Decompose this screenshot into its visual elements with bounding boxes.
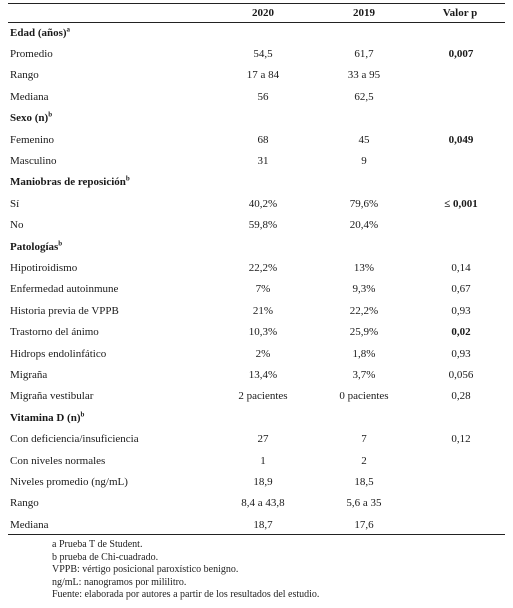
- value-2019: [313, 22, 415, 43]
- table-row: [8, 343, 505, 364]
- section-title: [8, 236, 213, 257]
- label-text: Con niveles normales: [10, 454, 106, 467]
- table-row: [8, 86, 505, 107]
- p-value: 0,056: [448, 368, 474, 381]
- footnote-line: Fuente: elaborada por autores a partir de los resultados del estudio.: [52, 589, 320, 601]
- label-text: Migraña: [10, 368, 48, 381]
- footnote-line: ng/mL: nanogramos por mililitro.: [52, 576, 187, 588]
- value-2020: 21%: [252, 304, 274, 317]
- table-row: [8, 428, 505, 449]
- table-row: [8, 279, 505, 300]
- table-row: [8, 215, 505, 236]
- value-2019: 13%: [353, 261, 375, 274]
- label-text: Sí: [10, 197, 20, 210]
- value-2020: 40,2%: [248, 197, 278, 210]
- value-2020: 68: [257, 133, 269, 146]
- label-text: Rango: [10, 497, 39, 510]
- value-2020: 1: [260, 454, 266, 467]
- header-2019: 2019: [353, 7, 375, 19]
- row-label: [8, 364, 213, 385]
- value-2020: 2 pacientes: [238, 390, 288, 403]
- row-label: [8, 279, 213, 300]
- table-header-row: [8, 4, 505, 22]
- table-body: [8, 22, 505, 535]
- footnote-marker: b: [48, 110, 53, 119]
- footnote-marker: a: [66, 25, 71, 34]
- value-2020: [213, 108, 313, 129]
- p-value: 0,12: [451, 433, 471, 446]
- value-2019: 45: [358, 133, 370, 146]
- footnotes: [52, 539, 319, 602]
- value-2019: [313, 236, 415, 257]
- label-text: Edad (años): [10, 26, 67, 39]
- value-2020: 2%: [255, 347, 271, 360]
- label-text: Patologías: [10, 240, 59, 253]
- label-text: Con deficiencia/insuficiencia: [10, 433, 139, 446]
- value-2020: 18,7: [253, 518, 273, 531]
- table-row: [8, 257, 505, 278]
- label-text: No: [10, 219, 24, 232]
- section-row: [8, 108, 505, 129]
- row-label: [8, 300, 213, 321]
- row-label: [8, 450, 213, 471]
- p-value: [415, 172, 505, 193]
- footnote-line: a Prueba T de Student.: [52, 539, 143, 550]
- label-text: Historia previa de VPPB: [10, 304, 119, 317]
- value-2019: 9,3%: [352, 283, 376, 296]
- value-2020: 10,3%: [248, 326, 278, 339]
- value-2020: 18,9: [253, 475, 273, 488]
- footnote-line: VPPB: vértigo posicional paroxístico benigno.: [52, 564, 239, 576]
- p-value: [415, 86, 505, 107]
- p-value: [415, 236, 505, 257]
- p-value: 0,007: [448, 48, 474, 61]
- p-value: 0,67: [451, 283, 471, 296]
- value-2020: [213, 236, 313, 257]
- row-label: [8, 471, 213, 492]
- value-2019: 9: [361, 155, 367, 168]
- value-2019: 2: [361, 454, 367, 467]
- p-value: [415, 471, 505, 492]
- header-p-value: Valor p: [442, 7, 478, 19]
- table-row: [8, 471, 505, 492]
- value-2020: 8,4 a 43,8: [241, 497, 285, 510]
- label-text: Migraña vestibular: [10, 390, 94, 403]
- value-2020: 54,5: [253, 48, 273, 61]
- table-row: [8, 150, 505, 171]
- value-2019: 33 a 95: [347, 69, 381, 82]
- row-label: [8, 321, 213, 342]
- footnote-marker: b: [125, 174, 130, 183]
- row-label: [8, 86, 213, 107]
- value-2019: 3,7%: [352, 368, 376, 381]
- footnote-marker: b: [58, 238, 63, 247]
- value-2020: 7%: [255, 283, 271, 296]
- label-text: Vitamina D (n): [10, 411, 81, 424]
- value-2020: [213, 407, 313, 428]
- value-2020: [213, 172, 313, 193]
- row-label: [8, 493, 213, 514]
- section-row: [8, 172, 505, 193]
- table-bottom-rule: [8, 534, 505, 535]
- p-value: [415, 150, 505, 171]
- section-title: [8, 407, 213, 428]
- value-2019: 25,9%: [349, 326, 379, 339]
- row-label: [8, 386, 213, 407]
- row-label: [8, 43, 213, 64]
- p-value: 0,02: [451, 326, 471, 339]
- value-2020: 13,4%: [248, 368, 278, 381]
- value-2020: [213, 22, 313, 43]
- p-value: [415, 514, 505, 535]
- footnote-marker: b: [80, 410, 85, 419]
- value-2020: 27: [257, 433, 269, 446]
- value-2019: 79,6%: [349, 197, 379, 210]
- row-label: [8, 215, 213, 236]
- value-2019: 5,6 a 35: [346, 497, 382, 510]
- p-value: 0,28: [451, 390, 471, 403]
- value-2020: 31: [257, 155, 269, 168]
- section-row: [8, 22, 505, 43]
- value-2020: 17 a 84: [246, 69, 280, 82]
- table-row: [8, 43, 505, 64]
- label-text: Enfermedad autoinmune: [10, 283, 119, 296]
- table-row: [8, 364, 505, 385]
- p-value: ≤ 0,001: [444, 197, 478, 210]
- table-row: [8, 129, 505, 150]
- section-title: [8, 172, 213, 193]
- row-label: [8, 514, 213, 535]
- footnote-line: b prueba de Chi-cuadrado.: [52, 551, 159, 563]
- comparison-table: [8, 4, 505, 535]
- p-value: [415, 108, 505, 129]
- value-2019: 62,5: [354, 90, 374, 103]
- value-2019: [313, 108, 415, 129]
- p-value: [415, 215, 505, 236]
- value-2019: 22,2%: [349, 304, 379, 317]
- value-2019: 0 pacientes: [339, 390, 389, 403]
- p-value: [415, 407, 505, 428]
- label-text: Hipotiroidismo: [10, 261, 78, 274]
- row-label: [8, 343, 213, 364]
- label-text: Mediana: [10, 518, 49, 531]
- table-row: [8, 514, 505, 535]
- value-2019: 7: [361, 433, 367, 446]
- results-table: [8, 4, 505, 535]
- label-text: Femenino: [10, 133, 54, 146]
- row-label: [8, 150, 213, 171]
- value-2020: 59,8%: [248, 219, 278, 232]
- label-text: Sexo (n): [10, 112, 49, 125]
- table-row: [8, 493, 505, 514]
- row-label: [8, 257, 213, 278]
- p-value: 0,93: [451, 347, 471, 360]
- row-label: [8, 193, 213, 214]
- table-row: [8, 300, 505, 321]
- section-title: [8, 108, 213, 129]
- section-row: [8, 407, 505, 428]
- value-2020: 22,2%: [248, 261, 278, 274]
- label-text: Hidrops endolinfático: [10, 347, 107, 360]
- value-2020: 56: [257, 90, 269, 103]
- value-2019: 17,6: [354, 518, 374, 531]
- section-row: [8, 236, 505, 257]
- p-value: [415, 450, 505, 471]
- value-2019: 20,4%: [349, 219, 379, 232]
- table-row: [8, 386, 505, 407]
- value-2019: [313, 407, 415, 428]
- value-2019: 61,7: [354, 48, 374, 61]
- label-text: Trastorno del ánimo: [10, 326, 99, 339]
- label-text: Masculino: [10, 155, 57, 168]
- section-title: [8, 22, 213, 43]
- value-2019: 18,5: [354, 475, 374, 488]
- label-text: Rango: [10, 69, 39, 82]
- table-row: [8, 65, 505, 86]
- row-label: [8, 428, 213, 449]
- p-value: 0,049: [448, 133, 474, 146]
- table-row: [8, 450, 505, 471]
- row-label: [8, 129, 213, 150]
- header-2020: 2020: [252, 7, 274, 19]
- label-text: Maniobras de reposición: [10, 176, 126, 189]
- table-row: [8, 193, 505, 214]
- p-value: [415, 22, 505, 43]
- p-value: [415, 65, 505, 86]
- value-2019: 1,8%: [352, 347, 376, 360]
- label-text: Niveles promedio (ng/mL): [10, 475, 128, 488]
- value-2019: [313, 172, 415, 193]
- row-label: [8, 65, 213, 86]
- label-text: Promedio: [10, 48, 53, 61]
- p-value: [415, 493, 505, 514]
- p-value: 0,93: [451, 304, 471, 317]
- header-label: [8, 4, 213, 22]
- label-text: Mediana: [10, 90, 49, 103]
- table-row: [8, 321, 505, 342]
- p-value: 0,14: [451, 261, 471, 274]
